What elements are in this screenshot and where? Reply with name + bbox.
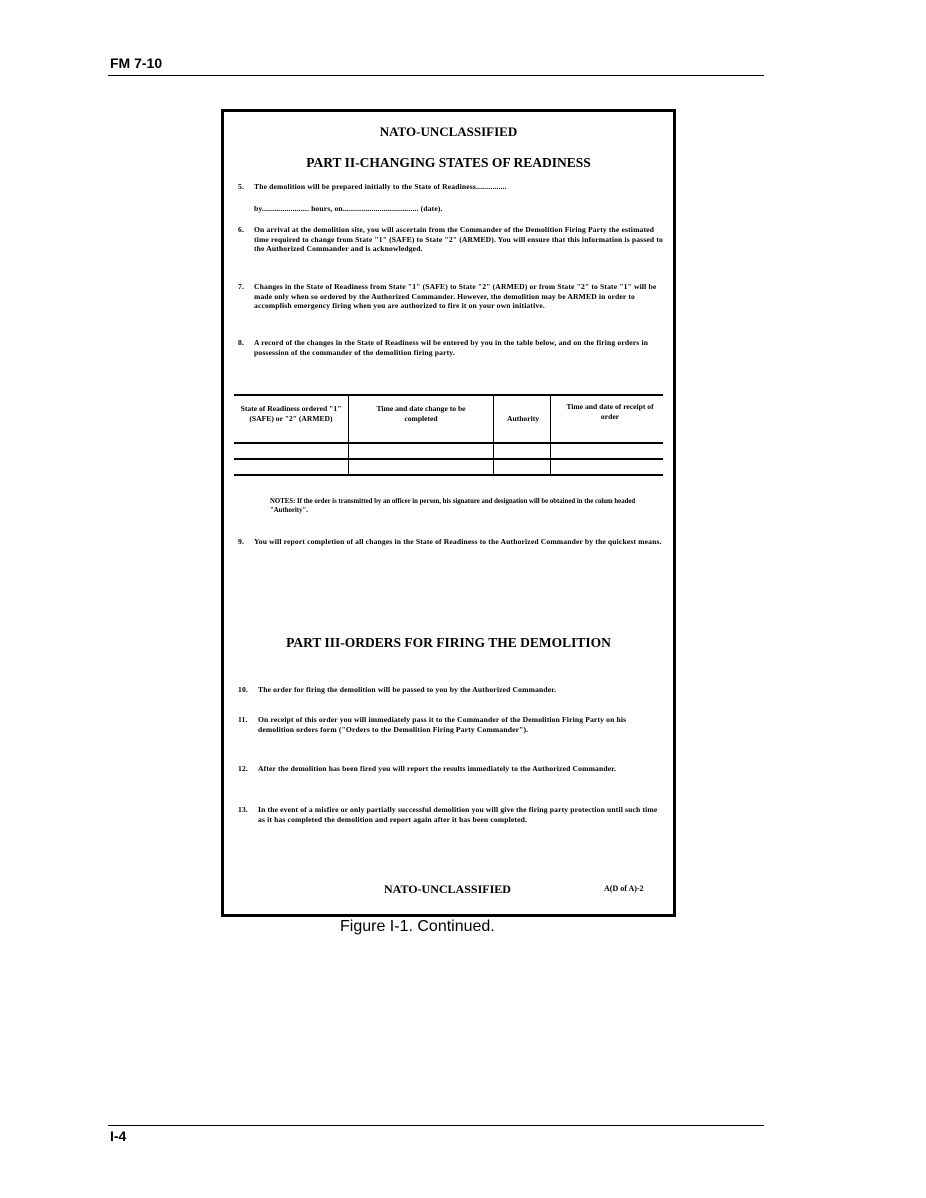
paragraph-text: On receipt of this order you will immediately pass it to the Commander of the Demolition Firing Party on his demolition orders form ("Orders to the Demolition Firing Party Commander"). (258, 715, 627, 734)
table-header-time-change: Time and date change to be completed (376, 404, 466, 423)
paragraph-text: A record of the changes in the State of Readiness wil be entered by you in the table below, and on the firing orders in possession of the commander of the demolition firing party. (254, 338, 649, 357)
paragraph-12 (238, 764, 664, 774)
header-rule (108, 75, 764, 76)
form-code: A(D of A)-2 (604, 884, 644, 893)
readiness-record-table (234, 394, 663, 476)
table-divider (493, 394, 494, 476)
paragraph-text: In the event of a misfire or only partially successful demolition you will give the firing party protection until such time as it has completed the demolition and report again after it has been completed. (258, 805, 658, 824)
paragraph-number: 7. (238, 282, 244, 291)
paragraph-text: The order for firing the demolition will be passed to you by the Authorized Commander. (258, 685, 557, 694)
table-header-state: State of Readiness ordered "1" (SAFE) or "2" (ARMED) (240, 404, 342, 423)
form-body (224, 112, 673, 914)
paragraph-9 (238, 537, 664, 547)
paragraph-13 (238, 805, 664, 824)
paragraph-7 (238, 282, 664, 311)
paragraph-number: 8. (238, 338, 244, 347)
paragraph-11 (238, 715, 664, 734)
table-rule (234, 458, 663, 460)
table-header-authority: Authority (506, 414, 540, 423)
table-divider (348, 394, 349, 476)
paragraph-text: You will report completion of all changes in the State of Readiness to the Authorized Commander by the quickest means. (254, 537, 662, 546)
table-header-receipt: Time and date of receipt of order (566, 402, 654, 421)
paragraph-number: 10. (238, 685, 248, 694)
page-number: I-4 (110, 1128, 127, 1144)
paragraph-text: The demolition will be prepared initially to the State of Readiness............... (254, 182, 507, 191)
paragraph-5-blank-line: by....................... hours, on..................................... (date). (254, 204, 443, 213)
part2-title: PART II-CHANGING STATES OF READINESS (306, 155, 591, 170)
paragraph-10 (238, 685, 664, 695)
paragraph-text: Changes in the State of Readiness from State "1" (SAFE) to State "2" (ARMED) or from State "2" to State "1" will be made only when so ordered by the Authorized Commander. However, the demolition may be ARMED in order to accomplish emergency firing when you are authorized to fire it on your own initiative. (254, 282, 657, 311)
footer-rule (108, 1125, 764, 1126)
running-head: FM 7-10 (110, 55, 163, 71)
table-rule (234, 442, 663, 444)
table-divider (550, 394, 551, 476)
paragraph-number: 11. (238, 715, 248, 724)
paragraph-number: 6. (238, 225, 244, 234)
classification-top: NATO-UNCLASSIFIED (379, 124, 518, 139)
paragraph-number: 5. (238, 182, 244, 191)
figure-caption: Figure I-1. Continued. (340, 918, 495, 935)
paragraph-8 (238, 338, 664, 357)
paragraph-6 (238, 225, 664, 254)
paragraph-text: On arrival at the demolition site, you will ascertain from the Commander of the Demolition Firing Party the estimated time required to change from State "1" (SAFE) to State "2" (ARMED). You will ensure that this information is passed to the Authorized Commander and is acknowledged. (254, 225, 663, 254)
form-frame (221, 109, 676, 917)
part3-title: PART III-ORDERS FOR FIRING THE DEMOLITION (286, 635, 611, 650)
paragraph-number: 9. (238, 537, 244, 546)
paragraph-number: 12. (238, 764, 248, 773)
table-rule (234, 394, 663, 396)
classification-bottom: NATO-UNCLASSIFIED (384, 882, 511, 896)
table-rule (234, 474, 663, 476)
paragraph-text: After the demolition has been fired you will report the results immediately to the Authorized Commander. (258, 764, 617, 773)
paragraph-5 (238, 182, 664, 192)
paragraph-number: 13. (238, 805, 248, 814)
table-notes: NOTES: If the order is transmitted by an officer in person, his signature and designation will be obtained in the colum headed "Authority". (270, 498, 636, 514)
